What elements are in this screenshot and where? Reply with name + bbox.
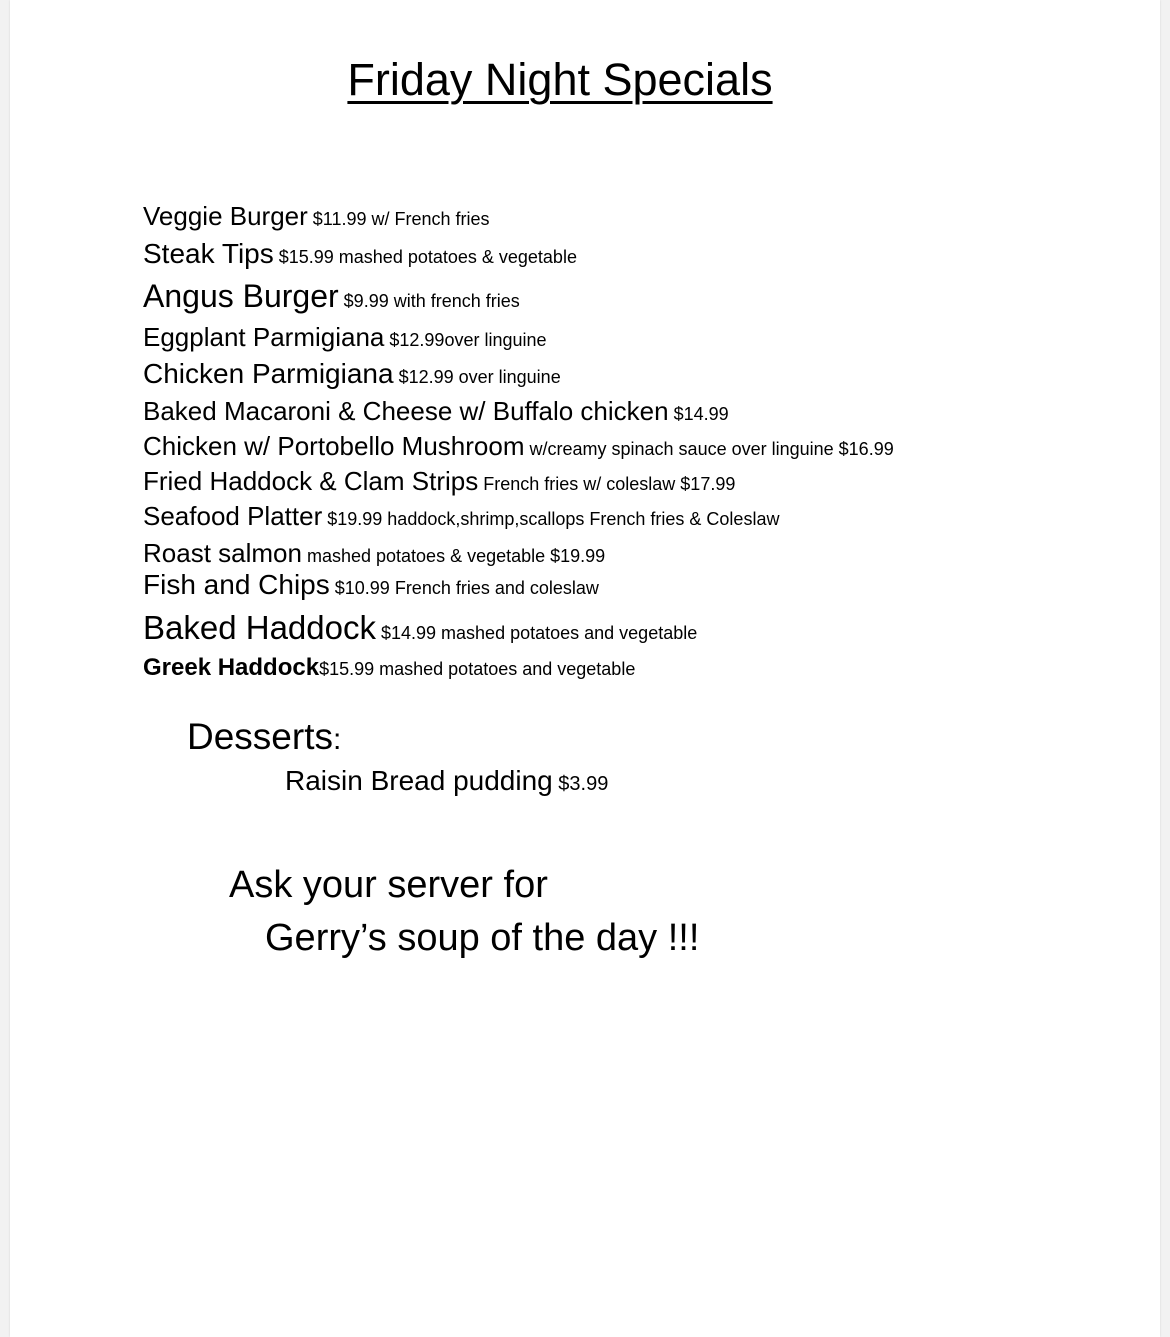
- item-detail: $14.99: [668, 404, 729, 424]
- menu-item-eggplant-parmigiana: [143, 324, 547, 350]
- item-detail: $12.99 over linguine: [393, 367, 561, 387]
- item-name: Chicken Parmigiana: [143, 358, 394, 389]
- item-detail: $3.99: [552, 773, 609, 795]
- menu-item-baked-macaroni: [143, 398, 729, 424]
- item-name: Eggplant Parmigiana: [143, 322, 385, 352]
- item-name: Raisin Bread pudding: [285, 765, 553, 796]
- menu-item-baked-haddock: [143, 611, 697, 644]
- item-name: Angus Burger: [143, 278, 339, 314]
- item-detail: w/creamy spinach sauce over linguine $16.99: [524, 439, 894, 459]
- menu-title: Friday Night Specials: [347, 54, 773, 105]
- item-name: Veggie Burger: [143, 201, 308, 231]
- item-detail: $14.99 mashed potatoes and vegetable: [375, 623, 698, 643]
- item-detail: $9.99 with french fries: [338, 291, 520, 311]
- item-name: Fish and Chips: [143, 569, 330, 600]
- menu-item-roast-salmon: [143, 540, 605, 566]
- item-name: Baked Haddock: [143, 609, 376, 646]
- menu-item-steak-tips: [143, 240, 577, 268]
- desserts-heading: [187, 716, 341, 758]
- item-detail: $15.99 mashed potatoes & vegetable: [273, 247, 577, 267]
- menu-item-greek-haddock: [143, 656, 635, 680]
- menu-page: [10, 0, 1160, 1337]
- item-detail: $10.99 French fries and coleslaw: [329, 578, 599, 598]
- dessert-item-raisin-bread-pudding: [285, 765, 608, 797]
- menu-item-seafood-platter: [143, 503, 779, 529]
- menu-item-angus-burger: [143, 280, 520, 312]
- item-detail: French fries w/ coleslaw $17.99: [478, 474, 736, 494]
- item-detail: $15.99 mashed potatoes and vegetable: [319, 659, 636, 679]
- item-name: Seafood Platter: [143, 501, 323, 531]
- desserts-heading-colon: :: [332, 723, 342, 756]
- item-name: Roast salmon: [143, 538, 302, 568]
- menu-item-fish-and-chips: [143, 571, 599, 599]
- desserts-heading-text: Desserts: [187, 716, 333, 757]
- item-name: Chicken w/ Portobello Mushroom: [143, 431, 525, 461]
- item-detail: $19.99 haddock,shrimp,scallops French fries & Coleslaw: [322, 509, 780, 529]
- item-name: Greek Haddock: [143, 654, 320, 681]
- item-name: Steak Tips: [143, 238, 274, 269]
- item-detail: $12.99over linguine: [384, 330, 547, 350]
- menu-item-fried-haddock-clam: [143, 468, 735, 494]
- item-detail: mashed potatoes & vegetable $19.99: [301, 546, 606, 566]
- menu-item-veggie-burger: [143, 203, 490, 229]
- menu-item-chicken-portobello: [143, 433, 894, 459]
- footer-line-2: Gerry’s soup of the day !!!: [265, 917, 700, 959]
- footer-line-1: Ask your server for: [229, 864, 548, 906]
- item-name: Fried Haddock & Clam Strips: [143, 466, 479, 496]
- item-detail: $11.99 w/ French fries: [307, 209, 490, 229]
- item-name: Baked Macaroni & Cheese w/ Buffalo chicken: [143, 396, 669, 426]
- menu-item-chicken-parmigiana: [143, 360, 561, 388]
